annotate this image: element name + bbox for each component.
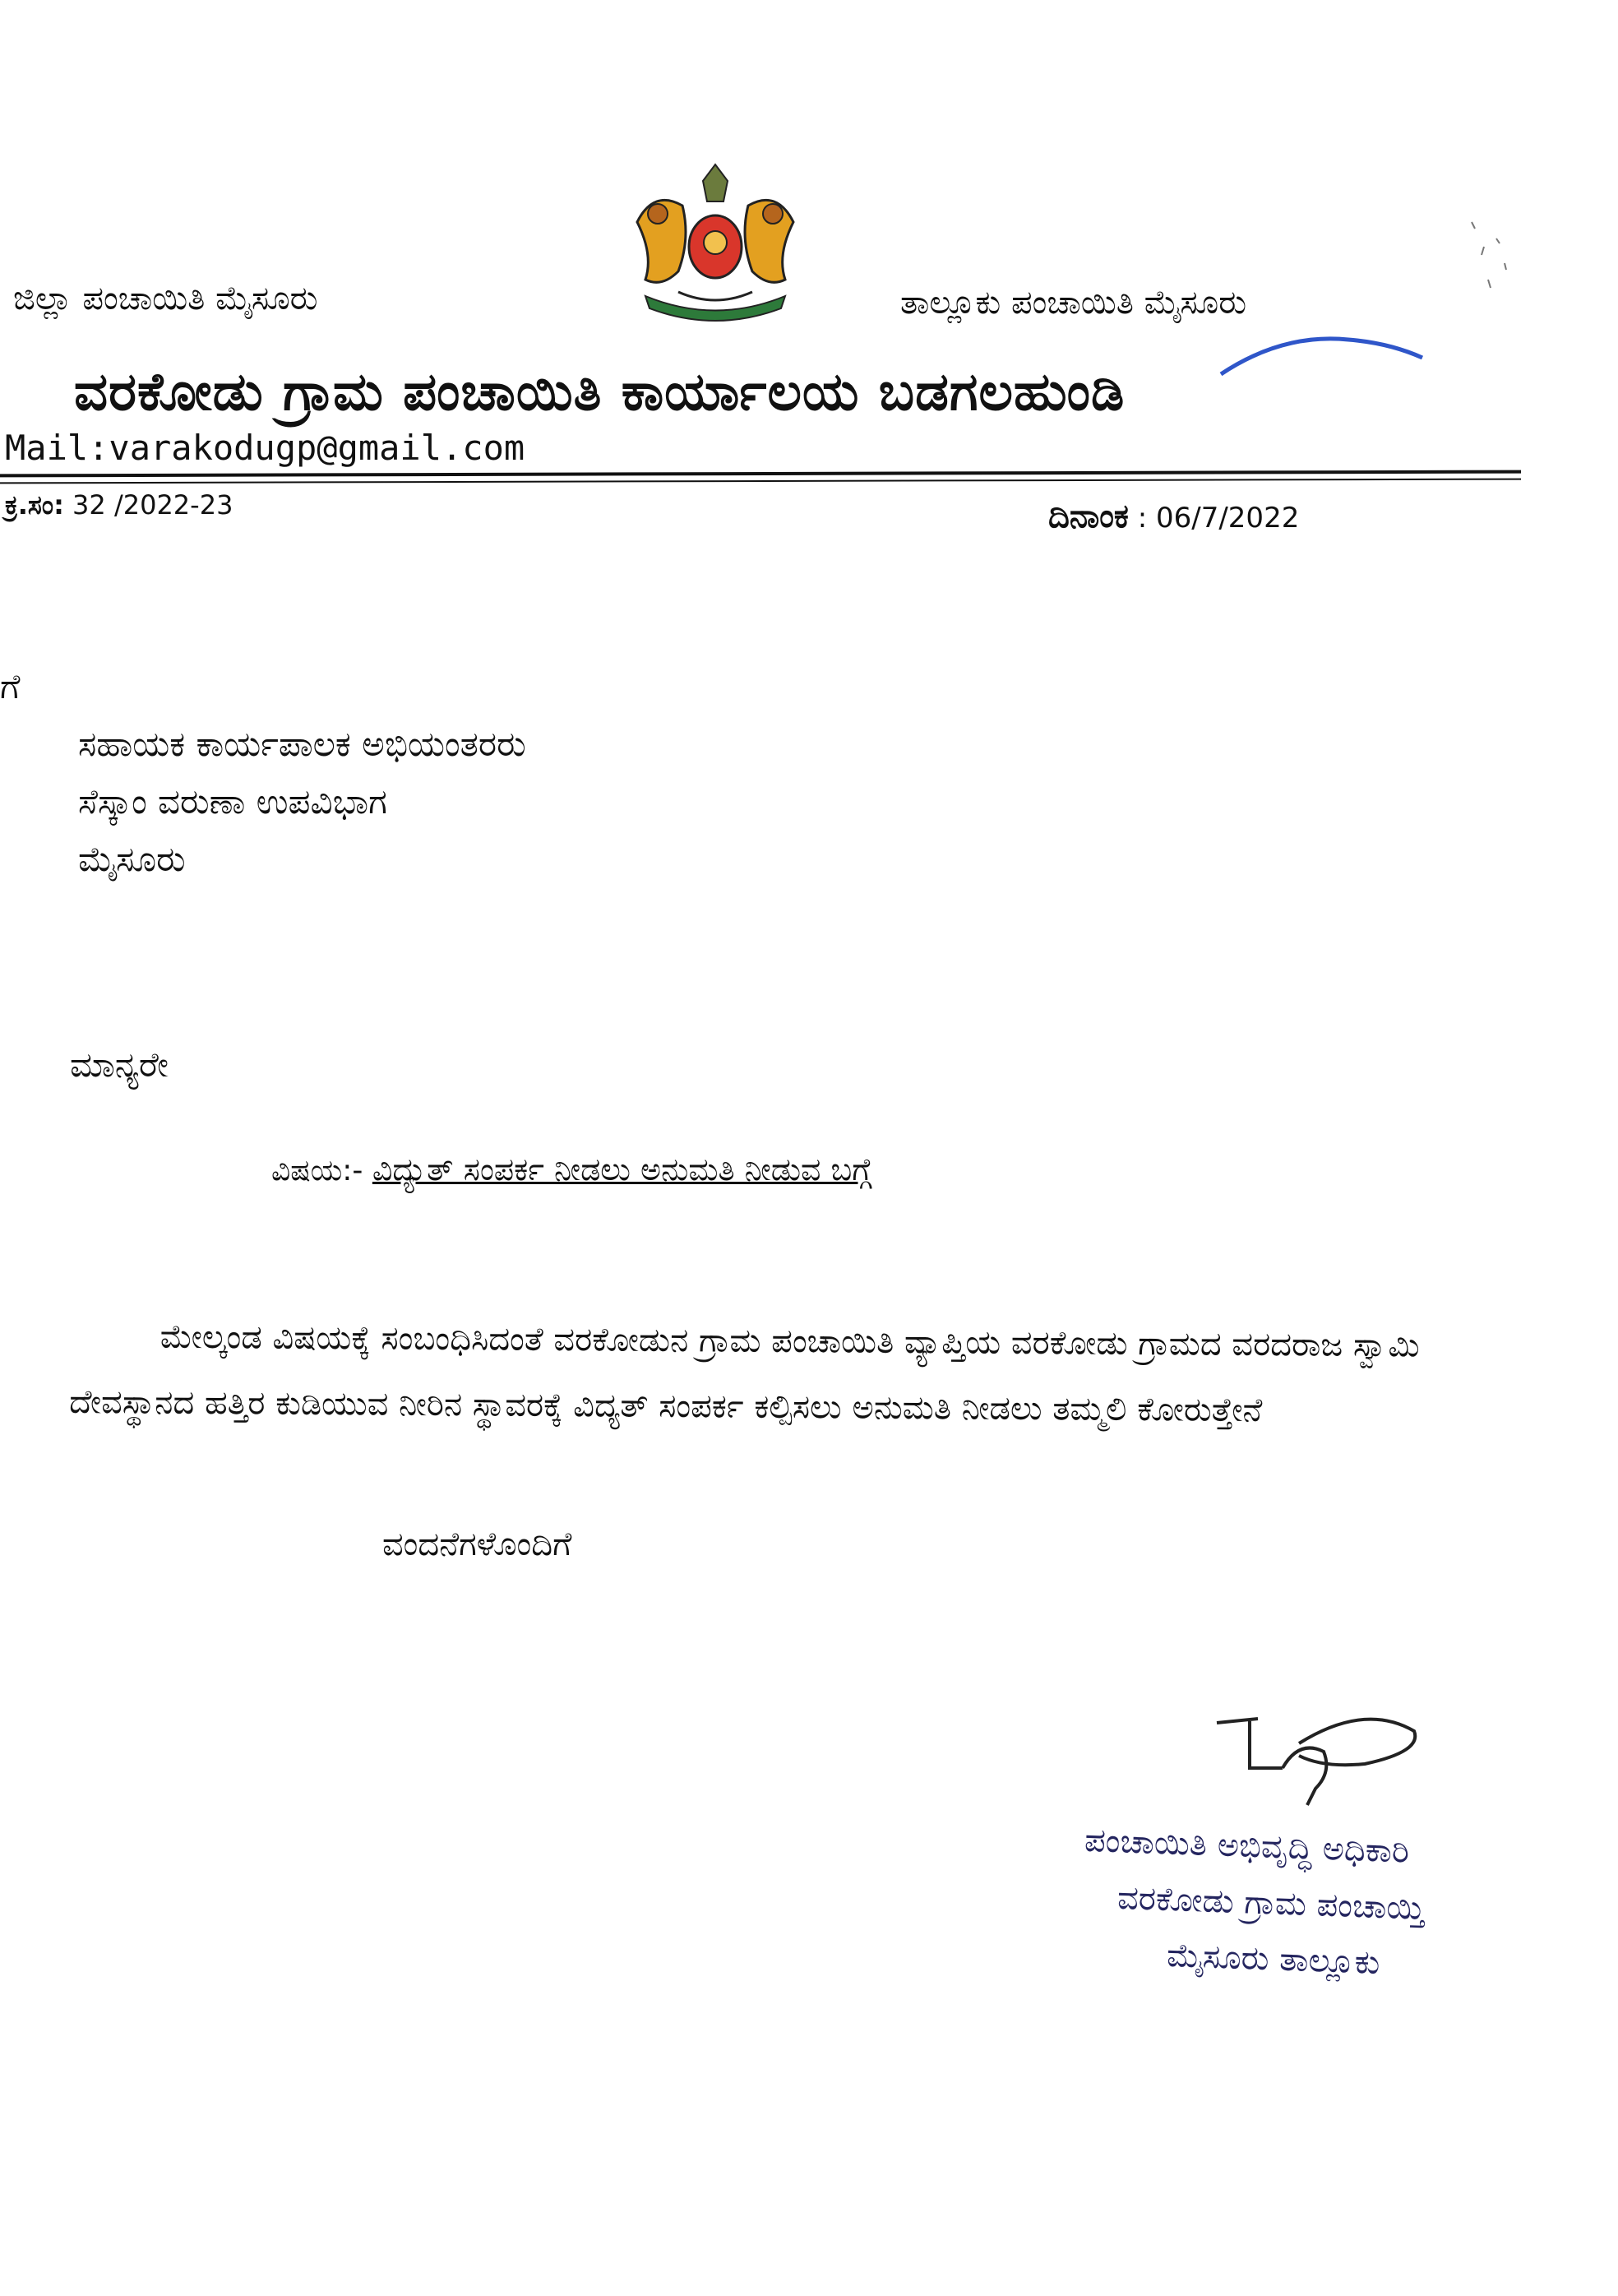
addressee-line: ಮೈಸೂರು xyxy=(78,839,186,879)
handwritten-signature xyxy=(1200,1706,1447,1817)
office-email: Mail:varakodugp@gmail.com xyxy=(5,428,525,468)
subject-label: ವಿಷಯ:- xyxy=(271,1154,363,1187)
header-rule xyxy=(0,470,1521,478)
scan-speckle xyxy=(1463,206,1521,312)
header-rule-thin xyxy=(0,479,1521,484)
date-label: ದಿನಾಂಕ xyxy=(1048,498,1129,535)
addressee-line: ಸಹಾಯಕ ಕಾರ್ಯಪಾಲಕ ಅಭಿಯಂತರರು xyxy=(78,724,526,764)
reference-label: ಕ್ರ.ಸಂ: xyxy=(5,489,64,521)
signatory-designation: ಪಂಚಾಯಿತಿ ಅಭಿವೃದ್ಧಿ ಅಧಿಕಾರಿ xyxy=(1084,1822,1410,1871)
signatory-office: ವರಕೋಡು ಗ್ರಾಮ ಪಂಚಾಯ್ತಿ xyxy=(1116,1879,1426,1928)
closing: ವಂದನೆಗಳೊಂದಿಗೆ xyxy=(382,1525,572,1563)
addressee-line: ಸೆಸ್ಕಾಂ ವರುಣಾ ಉಪವಿಭಾಗ xyxy=(78,781,387,822)
taluk-panchayat-heading: ತಾಲ್ಲೂಕು ಪಂಚಾಯಿತಿ ಮೈಸೂರು xyxy=(900,284,1247,322)
office-title: ವರಕೋಡು ಗ್ರಾಮ ಪಂಚಾಯಿತಿ ಕಾರ್ಯಾಲಯ ಬಡಗಲಹುಂಡಿ xyxy=(74,362,1126,423)
subject-line xyxy=(271,1151,871,1188)
district-panchayat-heading: ಜಿಲ್ಲಾ ಪಂಚಾಯಿತಿ ಮೈಸೂರು xyxy=(13,280,318,317)
to-marker: ಗೆ xyxy=(0,666,21,706)
reference-value: 32 /2022-23 xyxy=(72,489,233,521)
letter-date xyxy=(1048,498,1299,535)
pen-scribble xyxy=(1217,325,1431,382)
letter-body: ಮೇಲ್ಕಂಡ ವಿಷಯಕ್ಕೆ ಸಂಬಂಧಿಸಿದಂತೆ ವರಕೋಡುನ ಗ್ರಾಮ ಪಂಚಾಯಿತಿ ವ್ಯಾಪ್ತಿಯ ವರಕೋಡು ಗ್ರಾಮದ ವರದರಾಜ ಸ್ವಾಮಿ ದೇವಸ್ಥಾನದ ಹತ್ತಿರ ಕುಡಿಯುವ ನೀರಿನ ಸ್ಥಾವರಕ್ಕೆ ವಿದ್ಯತ್ ಸಂಪರ್ಕ ಕಲ್ಪಿಸಲು ಅನುಮತಿ ನೀಡಲು ತಮ್ಮಲಿ ಕೋರುತ್ತೇನೆ xyxy=(69,1317,1420,1430)
signatory-taluk: ಮೈಸೂರು ತಾಲ್ಲೂಕು xyxy=(1166,1937,1381,1983)
karnataka-emblem-icon xyxy=(621,156,810,329)
subject-text: ವಿದ್ಯುತ್ ಸಂಪರ್ಕ ನೀಡಲು ಅನುಮತಿ ನೀಡುವ ಬಗ್ಗೆ xyxy=(372,1151,872,1187)
date-value: : 06/7/2022 xyxy=(1137,502,1300,535)
salutation: ಮಾನ್ಯರೇ xyxy=(70,1044,169,1085)
reference-number xyxy=(5,489,233,521)
